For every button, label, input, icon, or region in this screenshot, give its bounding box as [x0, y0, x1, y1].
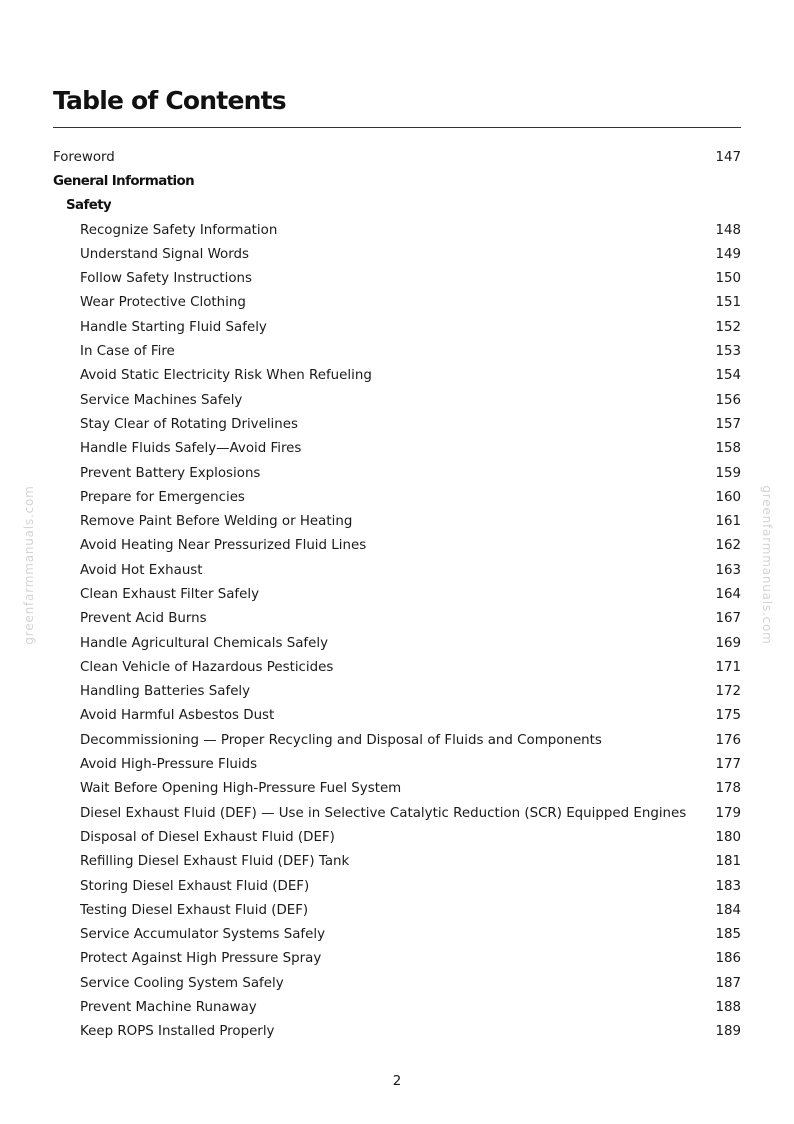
- toc-entry[interactable]: [53, 825, 741, 849]
- toc-entry-label: Decommissioning — Proper Recycling and Disposal of Fluids and Components: [80, 732, 602, 748]
- toc-entry-page: 188: [715, 1000, 741, 1016]
- toc-entry-label: Diesel Exhaust Fluid (DEF) — Use in Selective Catalytic Reduction (SCR) Equipped Engines: [80, 805, 687, 821]
- toc-entry-page: 150: [715, 271, 741, 287]
- toc-entry-page: 175: [715, 708, 741, 724]
- toc-entry-page: 163: [715, 562, 741, 578]
- toc-entry[interactable]: [53, 242, 741, 266]
- toc-entry-label: Avoid Heating Near Pressurized Fluid Lines: [80, 538, 367, 554]
- toc-entry-page: 177: [715, 757, 741, 773]
- toc-entry-label: Protect Against High Pressure Spray: [80, 951, 322, 967]
- toc-entry-page: 187: [715, 975, 741, 991]
- toc-entry-label: Service Cooling System Safely: [80, 975, 284, 991]
- toc-entry-label: Storing Diesel Exhaust Fluid (DEF): [80, 878, 310, 894]
- toc-entry-label: Prepare for Emergencies: [80, 489, 245, 505]
- toc-entry-page: 161: [715, 514, 741, 530]
- toc-entry-label: Disposal of Diesel Exhaust Fluid (DEF): [80, 829, 335, 845]
- toc-entry[interactable]: [53, 631, 741, 655]
- toc-entry-label: Wear Protective Clothing: [80, 295, 246, 311]
- toc-entry[interactable]: [53, 680, 741, 704]
- toc-entry[interactable]: [53, 995, 741, 1019]
- watermark-right: greenfarmmanuals.com: [760, 485, 774, 645]
- toc-entry[interactable]: [53, 947, 741, 971]
- page-title: Table of Contents: [53, 86, 286, 115]
- toc-entry[interactable]: [53, 801, 741, 825]
- toc-entry-page: 172: [715, 684, 741, 700]
- toc-entry-page: 183: [715, 878, 741, 894]
- toc-entry-label: Remove Paint Before Welding or Heating: [80, 514, 353, 530]
- toc-entry-page: 156: [715, 392, 741, 408]
- toc-entry-label: Handle Agricultural Chemicals Safely: [80, 635, 329, 651]
- toc-entry-page: 158: [715, 441, 741, 457]
- toc-entry-label: Avoid Harmful Asbestos Dust: [80, 708, 275, 724]
- toc-entry-page: 181: [715, 854, 741, 870]
- toc-entry[interactable]: [53, 266, 741, 290]
- toc-entry-label: In Case of Fire: [80, 344, 175, 360]
- toc-entry[interactable]: [53, 607, 741, 631]
- toc-entry-label: Keep ROPS Installed Properly: [80, 1024, 275, 1040]
- toc-entry-label: Avoid Static Electricity Risk When Refueling: [80, 368, 372, 384]
- toc-entry[interactable]: [53, 485, 741, 509]
- toc-entry-label: Prevent Battery Explosions: [80, 465, 261, 481]
- toc-entry[interactable]: [53, 461, 741, 485]
- toc-entry-label: Service Machines Safely: [80, 392, 243, 408]
- toc-entry[interactable]: [53, 923, 741, 947]
- toc-entry[interactable]: [53, 364, 741, 388]
- toc-entry[interactable]: [53, 582, 741, 606]
- toc-entry-label: Safety: [66, 198, 112, 214]
- toc-entry-page: 186: [715, 951, 741, 967]
- watermark-left: greenfarmmanuals.com: [22, 485, 36, 645]
- toc-entry[interactable]: [53, 534, 741, 558]
- toc-entry[interactable]: [53, 437, 741, 461]
- toc-entry-label: Stay Clear of Rotating Drivelines: [80, 416, 298, 432]
- toc-entry[interactable]: [53, 509, 741, 533]
- toc-entry[interactable]: [53, 971, 741, 995]
- toc-entry[interactable]: [53, 145, 741, 169]
- toc-entry-label: Avoid Hot Exhaust: [80, 562, 203, 578]
- page-number: 2: [392, 1074, 402, 1089]
- toc-entry[interactable]: [53, 388, 741, 412]
- toc-list: [53, 145, 741, 1044]
- toc-entry-label: Prevent Machine Runaway: [80, 1000, 257, 1016]
- toc-section-heading[interactable]: [53, 169, 741, 193]
- toc-entry-page: 149: [715, 246, 741, 262]
- toc-entry-page: 185: [715, 927, 741, 943]
- toc-entry-page: 154: [715, 368, 741, 384]
- toc-entry-page: 179: [715, 805, 741, 821]
- toc-entry-page: 176: [715, 732, 741, 748]
- toc-entry-label: Refilling Diesel Exhaust Fluid (DEF) Tank: [80, 854, 350, 870]
- toc-entry[interactable]: [53, 558, 741, 582]
- toc-entry-label: Handling Batteries Safely: [80, 684, 251, 700]
- toc-entry[interactable]: [53, 655, 741, 679]
- toc-entry-label: Clean Exhaust Filter Safely: [80, 586, 260, 602]
- toc-entry-page: 152: [715, 319, 741, 335]
- toc-entry[interactable]: [53, 898, 741, 922]
- toc-entry-page: 162: [715, 538, 741, 554]
- toc-entry[interactable]: [53, 728, 741, 752]
- toc-entry-label: Avoid High-Pressure Fluids: [80, 757, 258, 773]
- toc-entry[interactable]: [53, 874, 741, 898]
- toc-entry[interactable]: [53, 218, 741, 242]
- toc-entry-label: General Information: [53, 173, 195, 189]
- toc-entry-page: 157: [715, 416, 741, 432]
- toc-entry-page: 167: [715, 611, 741, 627]
- toc-entry[interactable]: [53, 291, 741, 315]
- toc-entry-page: 169: [715, 635, 741, 651]
- toc-entry-page: 164: [715, 586, 741, 602]
- toc-entry-page: 153: [715, 344, 741, 360]
- toc-entry-label: Wait Before Opening High-Pressure Fuel System: [80, 781, 402, 797]
- toc-entry-label: Understand Signal Words: [80, 246, 249, 262]
- toc-entry-label: Follow Safety Instructions: [80, 271, 252, 287]
- toc-entry-label: Service Accumulator Systems Safely: [80, 927, 326, 943]
- title-divider: [53, 127, 741, 128]
- toc-entry-label: Handle Starting Fluid Safely: [80, 319, 267, 335]
- toc-entry-page: 160: [715, 489, 741, 505]
- toc-entry-label: Foreword: [53, 149, 115, 165]
- toc-entry-label: Recognize Safety Information: [80, 222, 278, 238]
- toc-entry-page: 148: [715, 222, 741, 238]
- toc-entry-label: Prevent Acid Burns: [80, 611, 207, 627]
- toc-section-heading[interactable]: [53, 194, 741, 218]
- toc-entry[interactable]: [53, 752, 741, 776]
- toc-entry[interactable]: [53, 1020, 741, 1044]
- toc-entry-label: Clean Vehicle of Hazardous Pesticides: [80, 659, 334, 675]
- toc-entry[interactable]: [53, 850, 741, 874]
- toc-entry[interactable]: [53, 777, 741, 801]
- toc-entry-page: 147: [715, 149, 741, 165]
- toc-entry-page: 189: [715, 1024, 741, 1040]
- toc-entry-page: 178: [715, 781, 741, 797]
- toc-entry[interactable]: [53, 704, 741, 728]
- toc-entry[interactable]: [53, 339, 741, 363]
- toc-entry-label: Testing Diesel Exhaust Fluid (DEF): [80, 902, 309, 918]
- toc-entry-page: 151: [715, 295, 741, 311]
- toc-entry-page: 184: [715, 902, 741, 918]
- toc-entry-page: 180: [715, 829, 741, 845]
- toc-entry[interactable]: [53, 315, 741, 339]
- toc-entry-page: 159: [715, 465, 741, 481]
- toc-entry[interactable]: [53, 412, 741, 436]
- toc-entry-page: 171: [715, 659, 741, 675]
- toc-entry-label: Handle Fluids Safely—Avoid Fires: [80, 441, 302, 457]
